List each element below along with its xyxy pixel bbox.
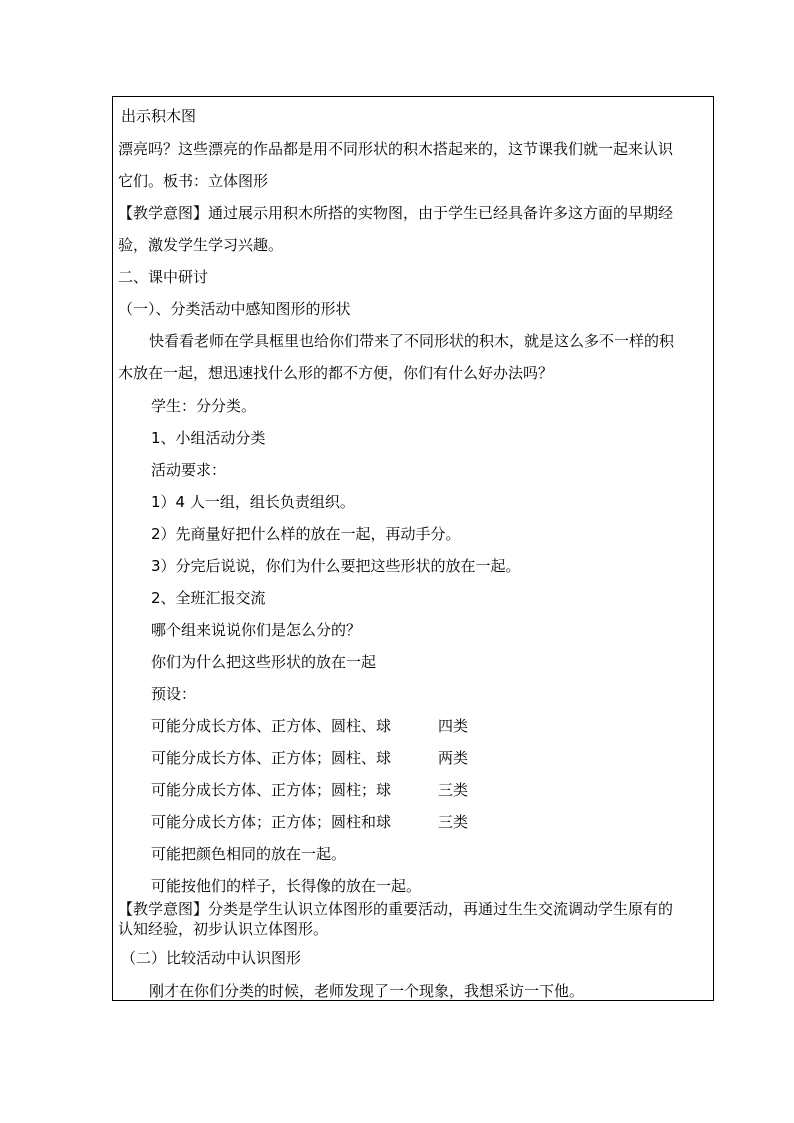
section-heading-2: 二、课中研讨	[118, 268, 209, 286]
requirement-1: 1）4 人一组，组长负责组织。	[151, 493, 355, 511]
activity-requirements-label: 活动要求：	[151, 461, 227, 479]
text-line-8: 快看看老师在学具框里也给你们带来了不同形状的积木，就是这么多不一样的积	[149, 332, 675, 350]
question-2: 你们为什么把这些形状的放在一起	[151, 653, 377, 671]
text-line-2: 漂亮吗？这些漂亮的作品都是用不同形状的积木搭起来的，这节课我们就一起来认识	[118, 140, 674, 158]
teaching-intent-2a: 【教学意图】分类是学生认识立体图形的重要活动，再通过生生交流调动学生原有的	[118, 900, 674, 918]
requirement-3: 3）分完后说说，你们为什么要把这些形状的放在一起。	[151, 557, 521, 575]
step-2-heading: 2、全班汇报交流	[151, 589, 266, 607]
preset-option-4: 可能分成长方体；正方体；圆柱和球	[151, 813, 392, 831]
subsection-heading-1: （一）、分类活动中感知图形的形状	[118, 300, 351, 318]
text-line-last: 刚才在你们分类的时候，老师发现了一个现象，我想采访一下他。	[149, 982, 585, 1000]
text-line-1: 出示积木图	[121, 107, 197, 125]
preset-option-2: 可能分成长方体、正方体；圆柱、球	[151, 749, 392, 767]
requirement-2: 2）先商量好把什么样的放在一起，再动手分。	[151, 525, 461, 543]
teaching-intent-1a: 【教学意图】通过展示用积木所搭的实物图，由于学生已经具备许多这方面的早期经	[118, 204, 674, 222]
teaching-intent-1b: 验，激发学生学习兴趣。	[118, 236, 284, 254]
step-1-heading: 1、小组活动分类	[151, 429, 266, 447]
subsection-heading-2: （二）比较活动中认识图形	[121, 949, 302, 967]
lesson-plan-table-cell	[112, 96, 714, 1001]
preset-option-5: 可能把颜色相同的放在一起。	[151, 845, 347, 863]
teaching-intent-2b: 认知经验，初步认识立体图形。	[118, 920, 329, 938]
preset-option-1-count: 四类	[438, 717, 469, 735]
preset-option-1: 可能分成长方体、正方体、圆柱、球	[151, 717, 392, 735]
preset-option-3: 可能分成长方体、正方体；圆柱；球	[151, 781, 392, 799]
question-1: 哪个组来说说你们是怎么分的？	[151, 621, 362, 639]
preset-option-4-count: 三类	[438, 813, 469, 831]
text-line-3: 它们。板书：立体图形	[118, 172, 269, 190]
preset-option-2-count: 两类	[438, 749, 469, 767]
preset-option-6: 可能按他们的样子，长得像的放在一起。	[151, 877, 422, 895]
preset-option-3-count: 三类	[438, 781, 469, 799]
student-answer: 学生：分分类。	[151, 397, 257, 415]
preset-label: 预设：	[151, 685, 197, 703]
text-line-9: 木放在一起，想迅速找什么形的都不方便，你们有什么好办法吗？	[118, 364, 554, 382]
